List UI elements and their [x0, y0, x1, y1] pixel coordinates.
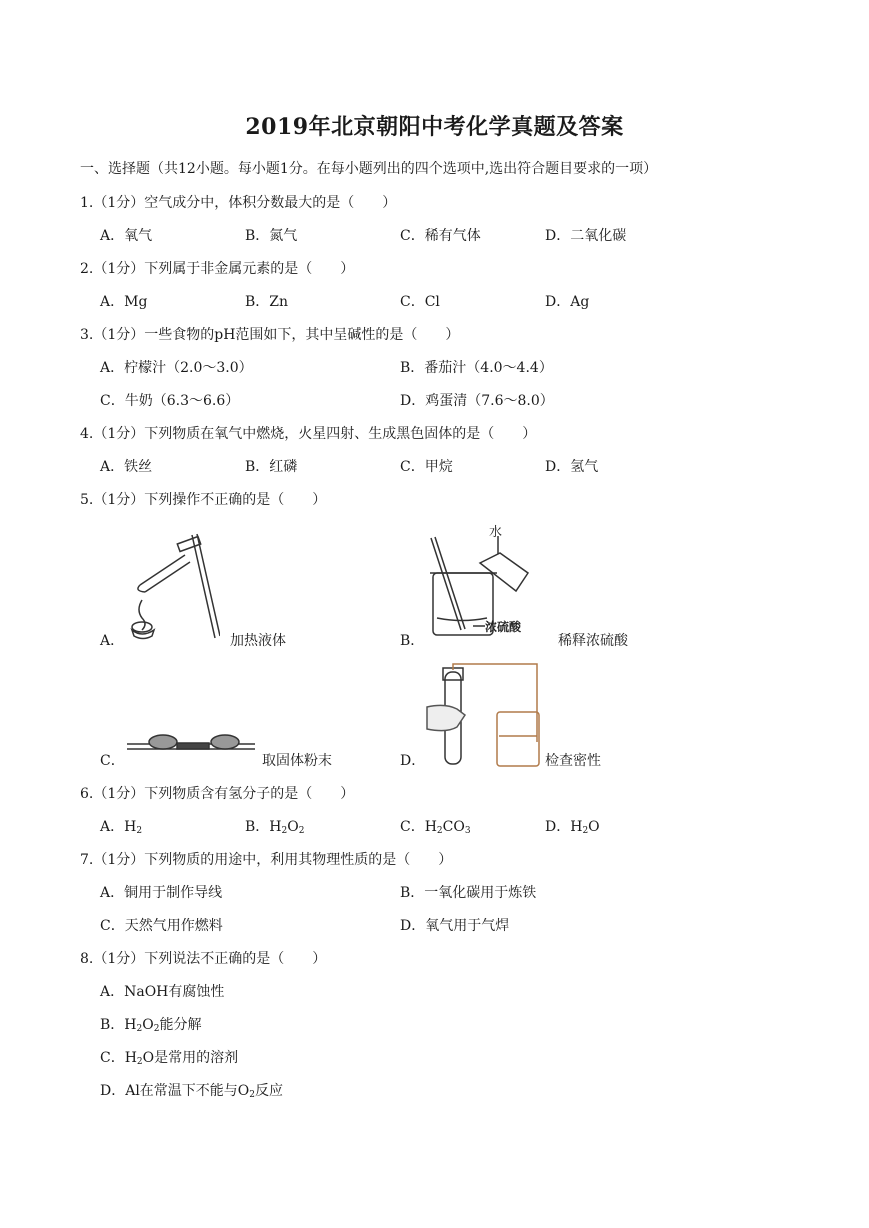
q6-option-b[interactable] [245, 816, 304, 836]
q6-a-text: A．H [100, 819, 137, 835]
water-label: 水 [489, 525, 503, 540]
q1-option-c[interactable]: C．稀有气体 [400, 228, 481, 244]
q7-option-b[interactable]: B．一氧化碳用于炼铁 [400, 885, 537, 901]
q5-option-d[interactable]: D． [400, 753, 426, 769]
page-title: 2019年北京朝阳中考化学真题及答案 [245, 114, 624, 140]
airtightness-figure [425, 662, 545, 770]
q5-caption-c: 取固体粉末 [262, 753, 332, 769]
q8-c-text: C．H [100, 1050, 137, 1066]
q1-option-a[interactable]: A．氧气 [100, 228, 153, 244]
q3-option-b[interactable]: B．番茄汁（4.0～4.4） [400, 360, 553, 376]
q8-c-sub: 2 [136, 1057, 143, 1067]
q6-c-text: C．H [400, 819, 437, 835]
q8-option-b[interactable] [100, 1014, 201, 1034]
question-8-stem: 8.（1分）下列说法不正确的是（ ） [80, 951, 327, 967]
q1-option-b[interactable]: B．氮气 [245, 228, 298, 244]
q5-option-b[interactable]: B． [400, 633, 425, 649]
q5-option-a[interactable]: A． [100, 633, 125, 649]
q5-caption-d: 检查密性 [545, 753, 601, 769]
q6-b-sub2: 2 [298, 826, 305, 836]
q6-d-text: D．H [545, 819, 583, 835]
question-4-stem: 4.（1分）下列物质在氧气中燃烧，火星四射、生成黑色固体的是（ ） [80, 426, 537, 442]
q8-b-mid: O [142, 1017, 154, 1033]
acid-label: 浓硫酸 [485, 620, 522, 634]
q5-option-c[interactable]: C． [100, 753, 125, 769]
q6-option-c[interactable] [400, 816, 471, 836]
question-2-stem: 2.（1分）下列属于非金属元素的是（ ） [80, 261, 355, 277]
q4-option-d[interactable]: D．氢气 [545, 459, 599, 475]
q8-option-a[interactable]: A．NaOH有腐蚀性 [100, 984, 225, 1000]
q8-b-sub2: 2 [153, 1024, 160, 1034]
question-6-stem: 6.（1分）下列物质含有氢分子的是（ ） [80, 786, 355, 802]
q3-option-a[interactable]: A．柠檬汁（2.0～3.0） [100, 360, 253, 376]
q6-c-sub2: 3 [464, 826, 471, 836]
question-7-stem: 7.（1分）下列物质的用途中，利用其物理性质的是（ ） [80, 852, 453, 868]
q8-b-sub1: 2 [136, 1024, 143, 1034]
q3-option-c[interactable]: C．牛奶（6.3～6.6） [100, 393, 240, 409]
q6-d-sub: 2 [582, 826, 589, 836]
question-5-stem: 5.（1分）下列操作不正确的是（ ） [80, 492, 327, 508]
q6-c-mid: CO [442, 819, 465, 835]
q6-d-mid: O [588, 819, 600, 835]
q8-b-tail: 能分解 [159, 1017, 202, 1033]
q8-option-c[interactable] [100, 1047, 238, 1067]
question-3-stem: 3.（1分）一些食物的pH范围如下，其中呈碱性的是（ ） [80, 327, 460, 343]
q2-option-d[interactable]: D．Ag [545, 294, 590, 310]
q2-option-b[interactable]: B．Zn [245, 294, 289, 310]
dilute-acid-figure [425, 518, 555, 643]
q5-caption-b: 稀释浓硫酸 [558, 633, 628, 649]
q6-a-sub: 2 [136, 826, 143, 836]
q6-b-sub1: 2 [281, 826, 288, 836]
q8-d-tail: 反应 [255, 1083, 284, 1099]
q6-b-mid: O [287, 819, 299, 835]
q6-option-a[interactable] [100, 816, 142, 836]
q1-option-d[interactable]: D．二氧化碳 [545, 228, 627, 244]
q6-option-d[interactable] [545, 816, 600, 836]
q4-option-c[interactable]: C．甲烷 [400, 459, 453, 475]
q6-b-text: B．H [245, 819, 282, 835]
q5-caption-a: 加热液体 [230, 633, 286, 649]
section-header: 一、选择题（共12小题。每小题1分。在每小题列出的四个选项中,选出符合题目要求的一项） [80, 161, 658, 177]
q8-b-text: B．H [100, 1017, 137, 1033]
q2-option-a[interactable]: A．Mg [100, 294, 148, 310]
q3-option-d[interactable]: D．鸡蛋清（7.6～8.0） [400, 393, 554, 409]
q4-option-b[interactable]: B．红磷 [245, 459, 298, 475]
q8-d-text: D．Al在常温下不能与O [100, 1083, 250, 1099]
q2-option-c[interactable]: C．Cl [400, 294, 440, 310]
question-1-stem: 1.（1分）空气成分中，体积分数最大的是（ ） [80, 195, 397, 211]
q8-option-d[interactable] [100, 1080, 283, 1100]
q7-option-d[interactable]: D．氧气用于气焊 [400, 918, 510, 934]
q7-option-a[interactable]: A．铜用于制作导线 [100, 885, 223, 901]
powder-figure [125, 728, 260, 758]
q8-c-tail: O是常用的溶剂 [142, 1050, 239, 1066]
q8-d-sub: 2 [249, 1090, 256, 1100]
q7-option-c[interactable]: C．天然气用作燃料 [100, 918, 223, 934]
q6-c-sub: 2 [436, 826, 443, 836]
heating-liquid-figure [120, 530, 220, 645]
q4-option-a[interactable]: A．铁丝 [100, 459, 153, 475]
